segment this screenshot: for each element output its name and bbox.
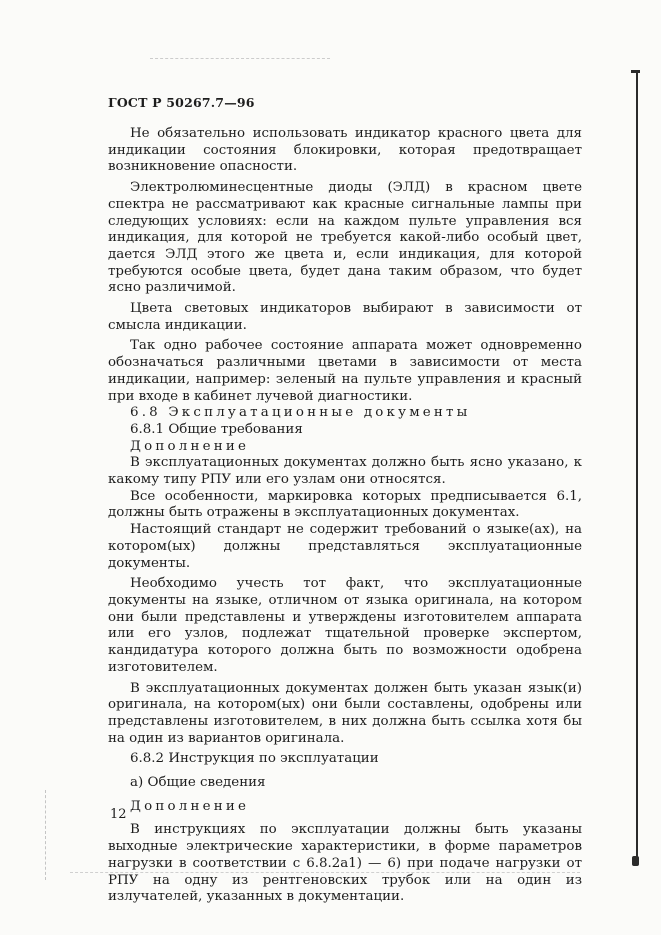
paragraph: Так одно рабочее состояние аппарата может одновременно обозначаться различными цветами в зависимости от места индикации, например: зеленый на пульте управления и красный при входе в кабинет лучевой диагностики.	[108, 338, 582, 404]
paragraph: В эксплуатационных документах должно быть ясно указано, к какому типу РПУ или его узлам они относятся.	[108, 455, 582, 488]
paragraph: Настоящий стандарт не содержит требований о языке(ах), на котором(ых) должны представляться эксплуатационные документы.	[108, 522, 582, 571]
subsection-heading: 6.8.2 Инструкция по эксплуатации	[130, 751, 379, 767]
paragraph: Не обязательно использовать индикатор красного цвета для индикации состояния блокировки, которая предотвращает возникновение опасности.	[108, 126, 582, 175]
list-item-heading: а) Общие сведения	[130, 775, 266, 791]
document-body	[108, 126, 582, 906]
paragraph: Электролюминесцентные диоды (ЭЛД) в красном цвете спектра не рассматривают как красные сигнальные лампы при следующих условиях: если на каждом пульте управления вся индикация, для которой не требуется какой-либо особый цвет, дается ЭЛД этого же цвета и, если индикация, для которой требуются особые цвета, будет дана таким образом, что будет ясно различимой.	[108, 180, 582, 296]
subsection-heading: 6.8.1 Общие требования	[130, 421, 303, 437]
section-heading: 6.8 Эксплуатационные документы	[130, 405, 471, 421]
scan-artifact-top	[150, 58, 330, 65]
paragraph: В инструкциях по эксплуатации должны быть указаны выходные электрические характеристики, в форме параметров нагрузки в соответствии с 6.8.2а1) — 6) при подаче нагрузки от РПУ на одну из рентгеновских трубок или на один из излучателей, указанных в документации.	[108, 822, 582, 905]
addition-label: Дополнение	[130, 438, 250, 454]
revision-bar-end	[632, 856, 639, 866]
paragraph: Цвета световых индикаторов выбирают в зависимости от смысла индикации.	[108, 301, 582, 333]
paragraph: В эксплуатационных документах должен быть указан язык(и) оригинала, на котором(ых) они были составлены, одобрены или представлены изготовителем, в них должна быть ссылка хотя бы на один из вариантов оригинала.	[108, 680, 582, 746]
scan-artifact-left	[45, 790, 47, 880]
paragraph: Все особенности, маркировка которых предписывается 6.1, должны быть отражены в эксплуатационных документах.	[108, 488, 582, 521]
page-number: 12	[110, 807, 127, 822]
paragraph: Необходимо учесть тот факт, что эксплуатационные документы на языке, отличном от языка оригинала, на котором они были представлены и утверждены изготовителем аппарата или его узлов, подлежат тщательной проверке экспертом, кандидатура которого должна быть по возможности одобрена изготовителем.	[108, 576, 582, 675]
revision-bar	[636, 72, 638, 858]
addition-label: Дополнение	[130, 798, 250, 814]
document-header: ГОСТ Р 50267.7—96	[108, 95, 255, 110]
